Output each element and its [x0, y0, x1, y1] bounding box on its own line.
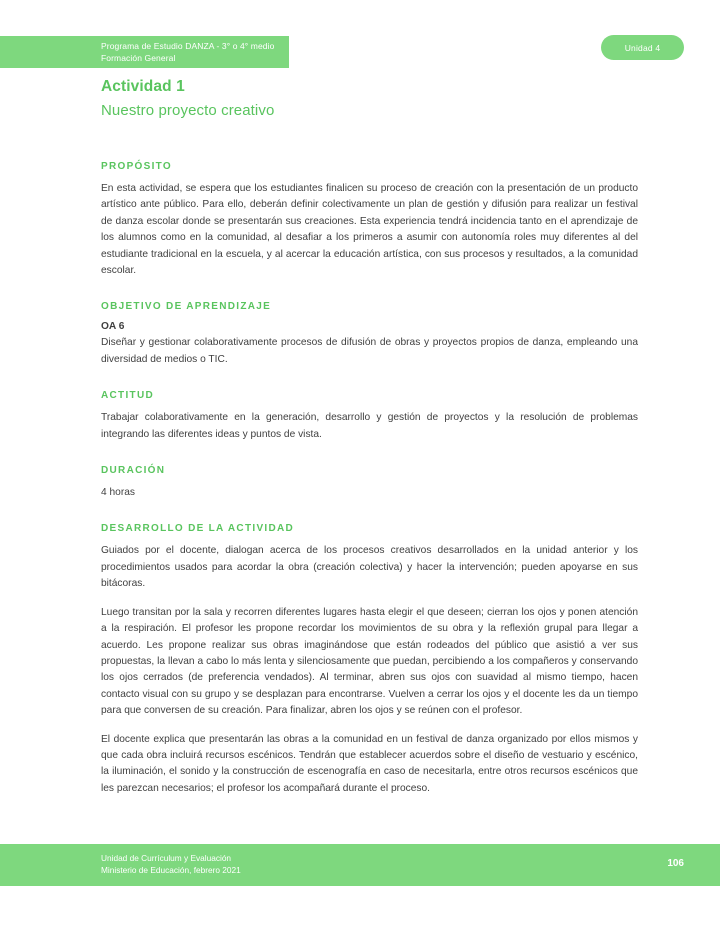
footer-credits-line2: Ministerio de Educación, febrero 2021	[101, 864, 241, 875]
unit-badge	[601, 35, 684, 60]
page-subtitle: Nuestro proyecto creativo	[101, 102, 275, 119]
page-title: Actividad 1	[101, 78, 185, 95]
section-proposito	[101, 161, 638, 279]
section-text-proposito: En esta actividad, se espera que los estudiantes finalicen su proceso de creación con la presentación de un producto artístico ante público. Para ello, deberán definir colectivamente un plan de gestión y difusión para realizar un festival de danza escolar donde se presentarán sus creaciones. Esta experiencia tendrá incidencia tanto en el aprendizaje de los alumnos como en la comunidad, al desafiar a los primeros a asumir con autonomía roles muy diferentes al del estudiante tradicional en la escuela, y al acercar la educación artística, con sus procesos y resultados, a la comunidad escolar.	[101, 183, 638, 277]
header-program-line1: Programa de Estudio DANZA - 3° o 4° medio	[101, 41, 275, 51]
section-heading-duracion: DURACIÓN	[101, 465, 166, 477]
section-heading-desarrollo: DESARROLLO DE LA ACTIVIDAD	[101, 523, 295, 535]
section-text-duracion: 4 horas	[101, 487, 135, 499]
section-duracion	[101, 465, 638, 501]
unit-badge-label: Unidad 4	[624, 42, 661, 53]
section-text-desarrollo-2: Luego transitan por la sala y recorren diferentes lugares hasta elegir el que deseen; cierran los ojos y ponen atención a la respiración. El profesor les propone recordar los movimientos de su obra y la reflexión grupal para llegar a acuerdo. Les propone realizar sus obras imaginándose que están rodeados del público que asistió a ver sus propuestas, la llevan a cabo lo más lenta y silenciosamente que puedan, percibiendo a los compañeros y conservando los ojos cerrados (de preferencia vendados). Al terminar, abren sus ojos con suavidad al mismo tiempo, hacen contacto visual con su grupo y se desplazan para encontrarse. Vuelven a cerrar los ojos y el docente les da un tiempo para que conversen de su creación. Para finalizar, abren los ojos y se reúnen con el profesor.	[101, 606, 638, 717]
section-text-actitud: Trabajar colaborativamente en la generación, desarrollo y gestión de proyectos y la resolución de problemas integrando las diferentes ideas y puntos de vista.	[101, 412, 638, 440]
section-text-desarrollo-1: Guiados por el docente, dialogan acerca de los procesos creativos desarrollados en la unidad anterior y los procedimientos usados para acordar la obra (creación colectiva) y hacer la intervención; pueden apoyarse en sus bitácoras.	[101, 545, 638, 590]
footer-credits-line1: Unidad de Currículum y Evaluación	[101, 853, 232, 863]
section-actitud	[101, 390, 638, 443]
header-program-line2: Formación General	[101, 52, 176, 63]
section-heading-proposito: PROPÓSITO	[101, 161, 172, 172]
page-number: 106	[667, 858, 684, 869]
footer-band	[0, 844, 720, 886]
footer-credits	[101, 853, 241, 876]
oa-code: OA 6	[101, 321, 125, 333]
section-text-desarrollo-3: El docente explica que presentarán las obras a la comunidad en un festival de danza organizado por ellos mismos y que cada obra incluirá recursos escénicos. Tendrán que establecer acuerdos sobre el diseño de vestuario y escénico, la iluminación, el sonido y la construcción de escenografía en caso de necesitarla, entre otros recursos escénicos que les parezcan necesarios; el profesor los acompañará durante el proceso.	[101, 733, 638, 794]
section-heading-objetivo: OBJETIVO DE APRENDIZAJE	[101, 301, 272, 313]
section-heading-actitud: ACTITUD	[101, 390, 154, 402]
section-objetivo	[101, 301, 638, 368]
section-desarrollo	[101, 523, 638, 797]
section-text-objetivo: Diseñar y gestionar colaborativamente procesos de difusión de obras y proyectos propios de danza, empleando una diversidad de medios o TIC.	[101, 337, 638, 365]
header-program-band	[0, 36, 289, 68]
document-content	[101, 78, 638, 819]
